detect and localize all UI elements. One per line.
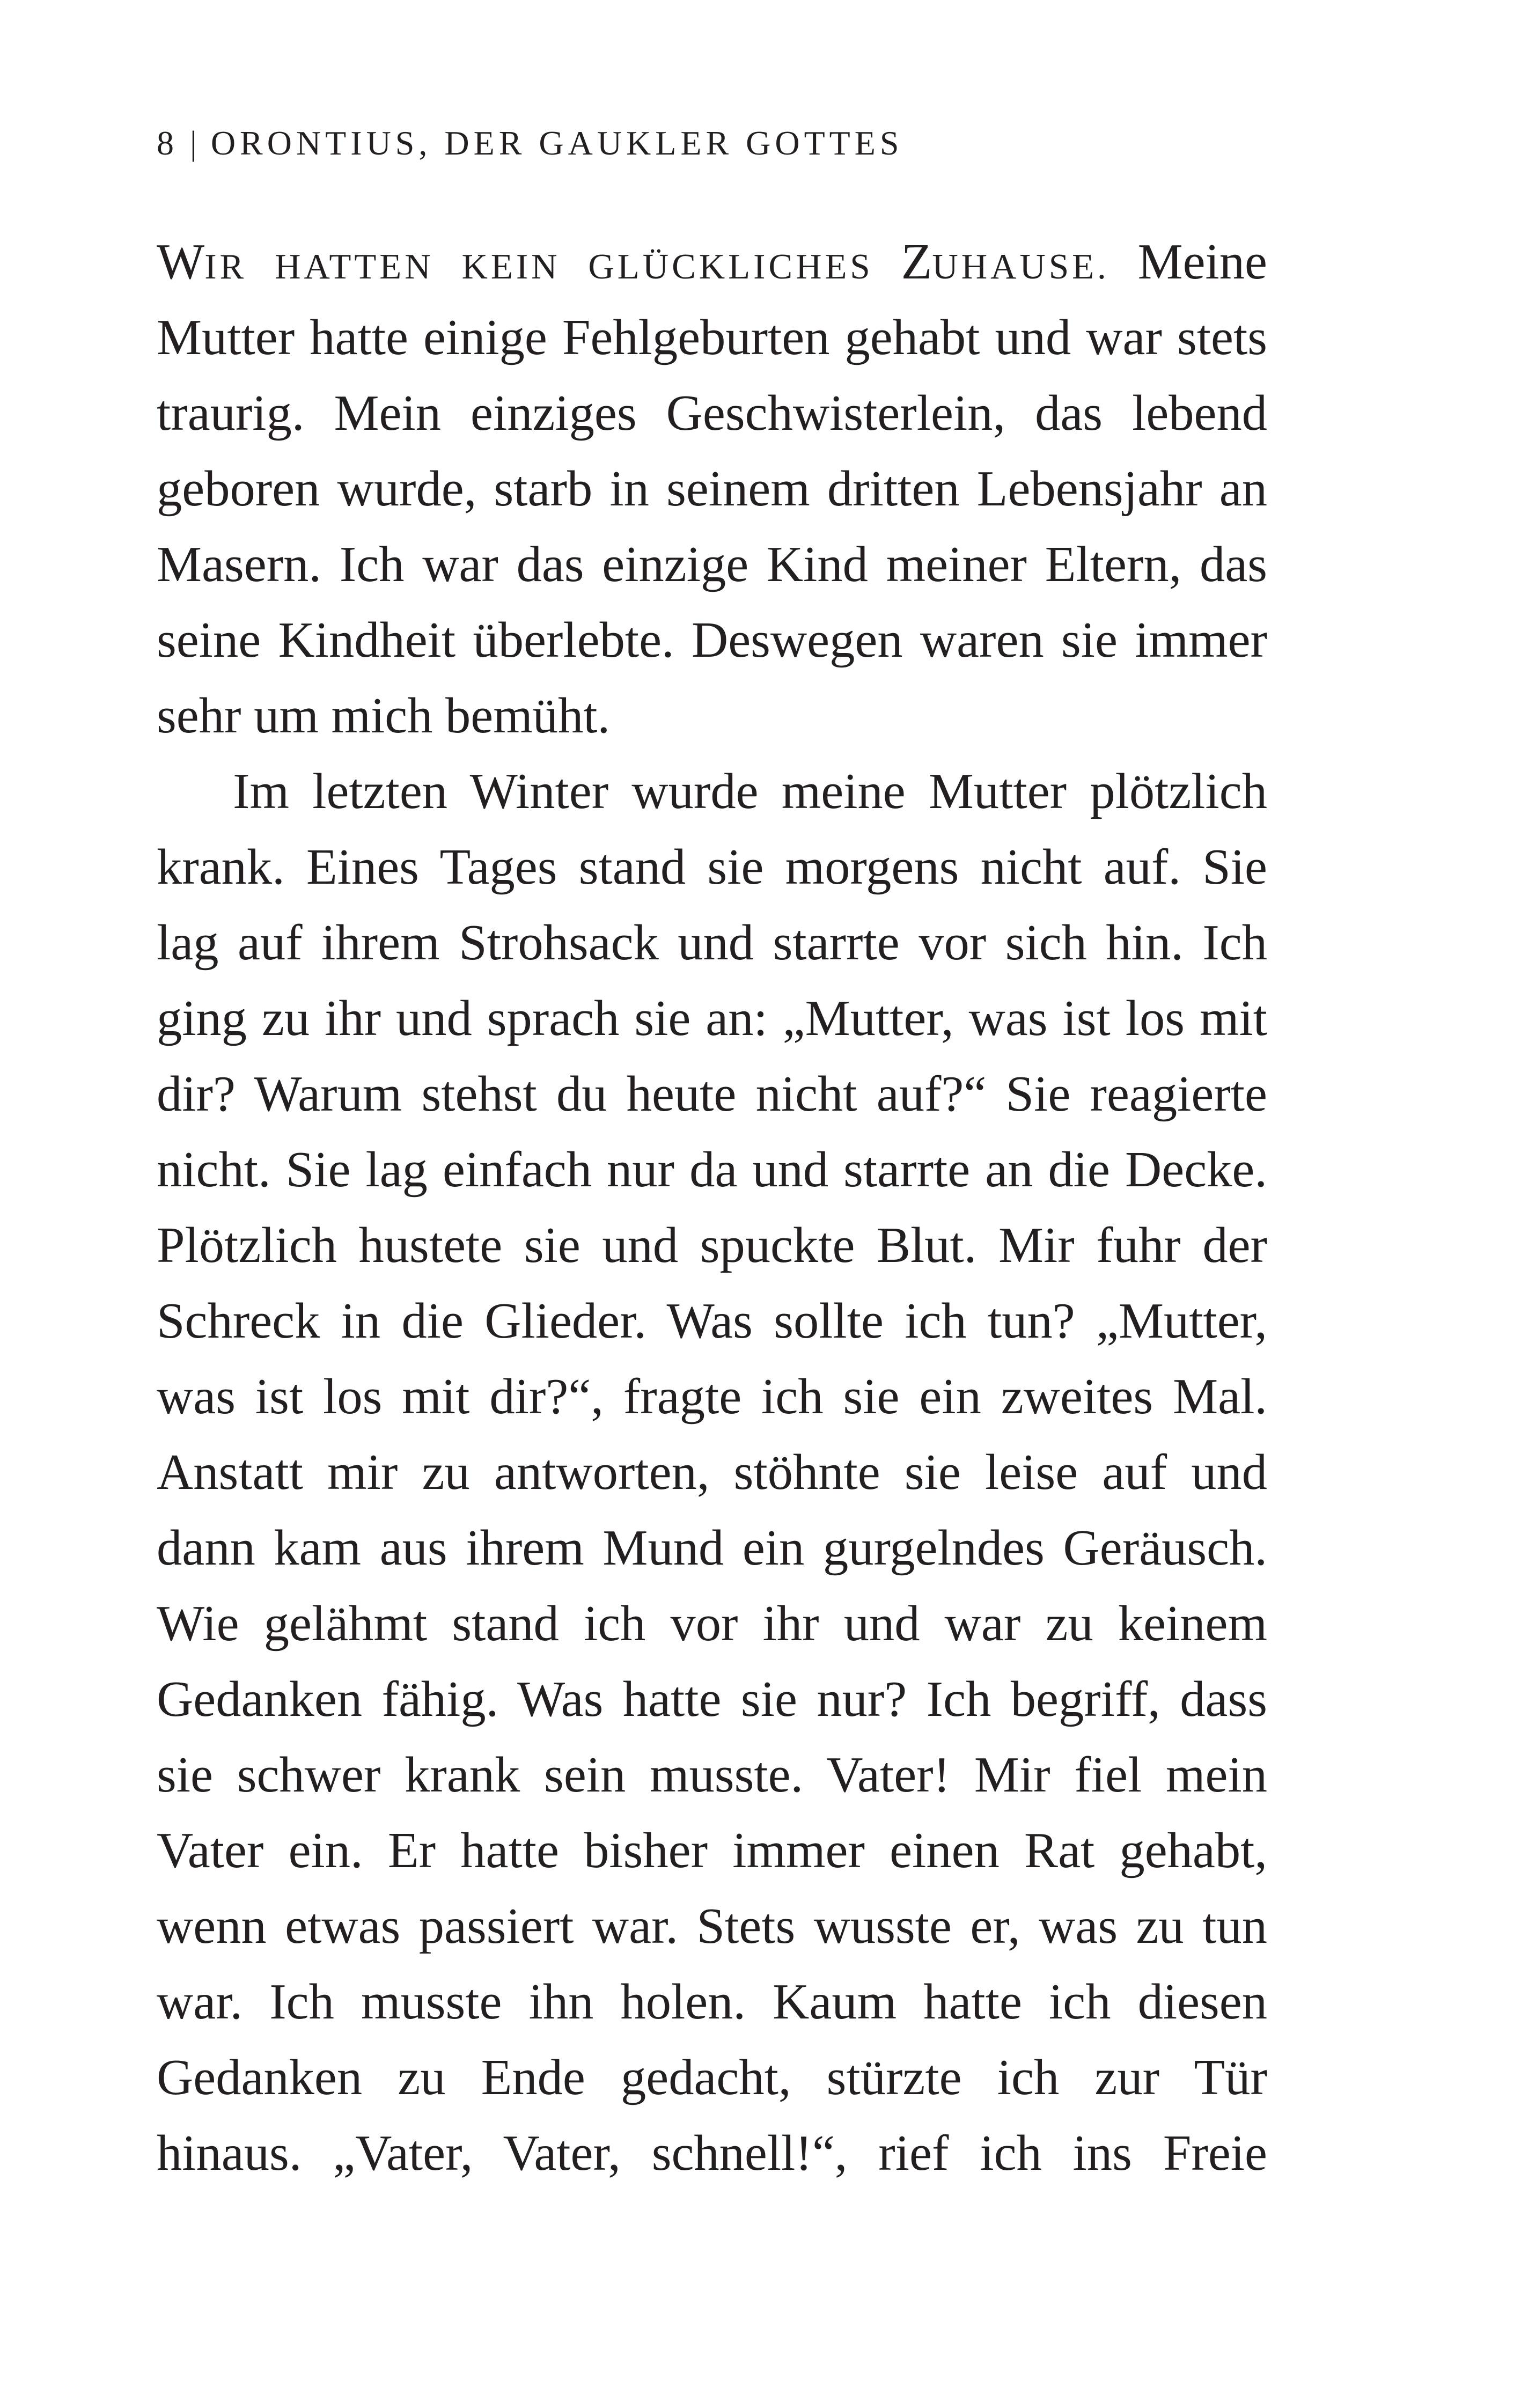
text-line: hinaus. „Vater, Vater, schnell!“, rief ich ins Freie: [157, 2125, 1267, 2181]
text-line: Gedanken fähig. Was hatte sie nur? Ich begriff, dass: [157, 1671, 1267, 1727]
text-line: Schreck in die Glieder. Was sollte ich tun? „Mutter,: [157, 1293, 1267, 1349]
text-line: seine Kindheit überlebte. Deswegen waren sie immer: [157, 612, 1267, 668]
text-line: Wie gelähmt stand ich vor ihr und war zu keinem: [157, 1596, 1267, 1651]
smallcaps-run: IR HATTEN KEIN GLÜCKLICHES: [204, 247, 901, 287]
text-line: geboren wurde, starb in seinem dritten Lebensjahr an: [157, 461, 1267, 517]
text-line: Plötzlich hustete sie und spuckte Blut. Mir fuhr der: [157, 1217, 1267, 1273]
header-separator: |: [190, 124, 197, 162]
text-line: Gedanken zu Ende gedacht, stürzte ich zur Tür: [157, 2050, 1267, 2105]
smallcaps-initial: Z: [901, 234, 932, 290]
text-line: Mutter hatte einige Fehlgeburten gehabt und war stets: [157, 310, 1267, 365]
text-line: was ist los mit dir?“, fragte ich sie ein zweites Mal.: [157, 1369, 1267, 1425]
paragraph-start-line: Im letzten Winter wurde meine Mutter plötzlich: [233, 763, 1267, 819]
running-head: [157, 119, 1267, 167]
text-line: ging zu ihr und sprach sie an: „Mutter, was ist los mit: [157, 990, 1267, 1046]
page-number: 8: [157, 124, 174, 162]
text-line: wenn etwas passiert war. Stets wusste er, was zu tun: [157, 1898, 1267, 1954]
text-line: sehr um mich bemüht.: [157, 688, 611, 744]
text-line: war. Ich musste ihn holen. Kaum hatte ich diesen: [157, 1974, 1267, 2030]
running-title: ORONTIUS, DER GAUKLER GOTTES: [210, 124, 903, 162]
text-line: traurig. Mein einziges Geschwisterlein, das lebend: [157, 385, 1267, 441]
text-line: krank. Eines Tages stand sie morgens nicht auf. Sie: [157, 839, 1267, 895]
text-line-1: [157, 224, 1267, 300]
text-line: sie schwer krank sein musste. Vater! Mir fiel mein: [157, 1747, 1267, 1803]
body-text: [157, 224, 1267, 2191]
text-line: lag auf ihrem Strohsack und starrte vor sich hin. Ich: [157, 915, 1267, 971]
text-line: Anstatt mir zu antworten, stöhnte sie leise auf und: [157, 1444, 1267, 1500]
text-line: dir? Warum stehst du heute nicht auf?“ Sie reagierte: [157, 1066, 1267, 1122]
text-line: nicht. Sie lag einfach nur da und starrte an die Decke.: [157, 1142, 1267, 1198]
smallcaps-run: UHAUSE.: [932, 247, 1109, 287]
smallcaps-initial: W: [157, 234, 205, 290]
text-line: dann kam aus ihrem Mund ein gurgelndes Geräusch.: [157, 1520, 1267, 1576]
text-line: Vater ein. Er hatte bisher immer einen Rat gehabt,: [157, 1823, 1267, 1878]
line-text: Meine: [1109, 234, 1267, 290]
text-line: Masern. Ich war das einzige Kind meiner Eltern, das: [157, 537, 1267, 592]
